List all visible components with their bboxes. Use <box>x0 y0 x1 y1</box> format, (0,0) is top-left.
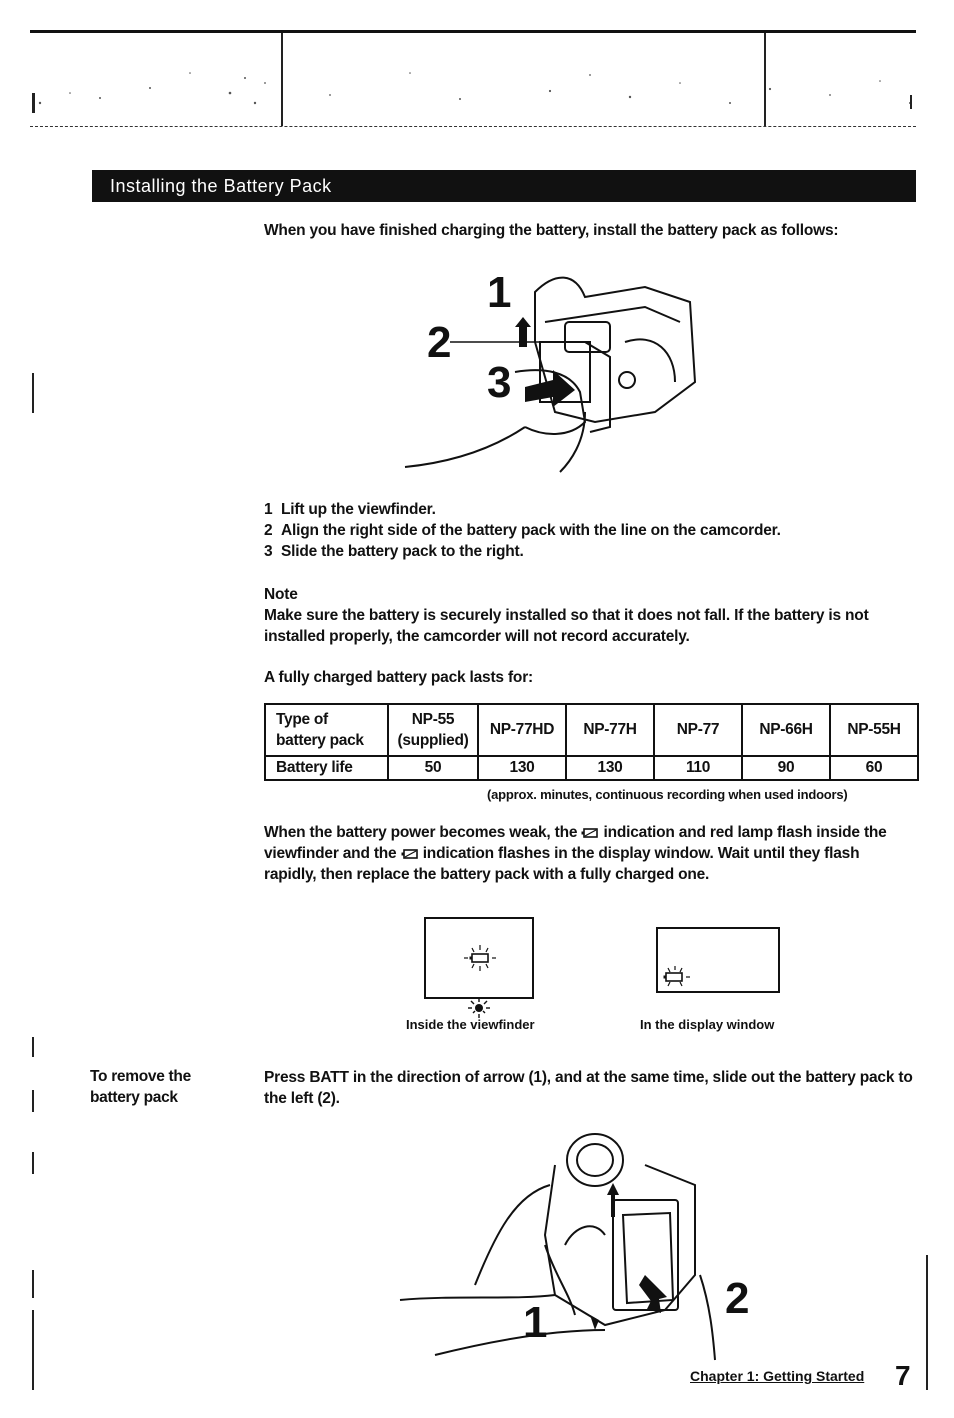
display-window-caption: In the display window <box>640 1017 775 1032</box>
table-header-cell: NP-55H <box>830 704 918 756</box>
table-cell: 50 <box>388 756 478 780</box>
table-cell: Battery life <box>265 756 388 780</box>
table-cell: 110 <box>654 756 742 780</box>
table-header-cell: NP-77HD <box>478 704 566 756</box>
list-item: 3 Slide the battery pack to the right. <box>264 543 524 560</box>
remove-text: Press BATT in the direction of arrow (1), and at the same time, slide out the battery pack to the left (2). <box>264 1069 913 1107</box>
list-item: 1 Lift up the viewfinder. <box>264 501 436 518</box>
table-cell: 60 <box>830 756 918 780</box>
figure1-label: 3 <box>487 358 512 407</box>
flashing-battery-icon <box>460 943 500 973</box>
header-dashed-rule <box>30 126 916 127</box>
margin-mark <box>32 1090 34 1112</box>
table-header-cell: NP-77H <box>566 704 654 756</box>
viewfinder-caption: Inside the viewfinder <box>406 1017 535 1032</box>
battery-icon <box>581 828 599 838</box>
red-lamp-icon <box>467 997 491 1019</box>
lasts-intro: A fully charged battery pack lasts for: <box>264 669 533 686</box>
table-cell: 130 <box>566 756 654 780</box>
table-header-cell: NP-77 <box>654 704 742 756</box>
margin-mark <box>32 1270 34 1298</box>
camcorder-remove-illustration <box>395 1125 765 1365</box>
figure2-label: 2 <box>725 1274 750 1323</box>
margin-mark <box>32 1152 34 1174</box>
header-divider <box>281 33 283 126</box>
header-divider <box>764 33 766 126</box>
list-item: 2 Align the right side of the battery pack with the line on the camcorder. <box>264 522 781 539</box>
table-footnote: (approx. minutes, continuous recording when used indoors) <box>487 787 848 802</box>
steps-list <box>264 499 914 562</box>
table-header-cell: NP-66H <box>742 704 830 756</box>
figure2-label: 1 <box>523 1298 548 1347</box>
table-header-cell: NP-55 (supplied) <box>388 704 478 756</box>
intro-text: When you have finished charging the battery, install the battery pack as follows: <box>264 222 839 239</box>
scan-noise-band <box>30 33 916 128</box>
note-text: Make sure the battery is securely installed so that it does not fall. If the battery is not installed properly, the camcorder will not record accurately. <box>264 607 869 645</box>
margin-mark <box>32 1310 34 1390</box>
figure1-label: 1 <box>487 268 512 317</box>
table-row <box>265 756 918 780</box>
camcorder-install-illustration <box>395 262 715 477</box>
table-cell: 130 <box>478 756 566 780</box>
note-title: Note <box>264 586 298 603</box>
page-number: 7 <box>895 1360 911 1391</box>
section-title: Installing the Battery Pack <box>92 170 916 202</box>
viewfinder-frame <box>424 917 534 999</box>
margin-mark <box>32 1037 34 1057</box>
battery-life-table <box>264 703 919 781</box>
figure1-label: 2 <box>427 318 452 367</box>
battery-icon <box>401 849 419 859</box>
chapter-footer: Chapter 1: Getting Started <box>690 1368 865 1384</box>
weak-battery-text: When the battery power becomes weak, the indication and red lamp flash inside the viewfinder and the indication flashes in the display window. Wait until they flash rapidly, then replace the battery pack with a fully charged one. <box>264 824 887 883</box>
margin-mark <box>926 1255 928 1390</box>
table-cell: 90 <box>742 756 830 780</box>
table-header-cell: Type of battery pack <box>265 704 388 756</box>
display-window-frame <box>656 927 780 993</box>
remove-heading: To remove the battery pack <box>90 1068 191 1106</box>
margin-mark <box>32 373 34 413</box>
flashing-battery-icon <box>658 965 692 989</box>
